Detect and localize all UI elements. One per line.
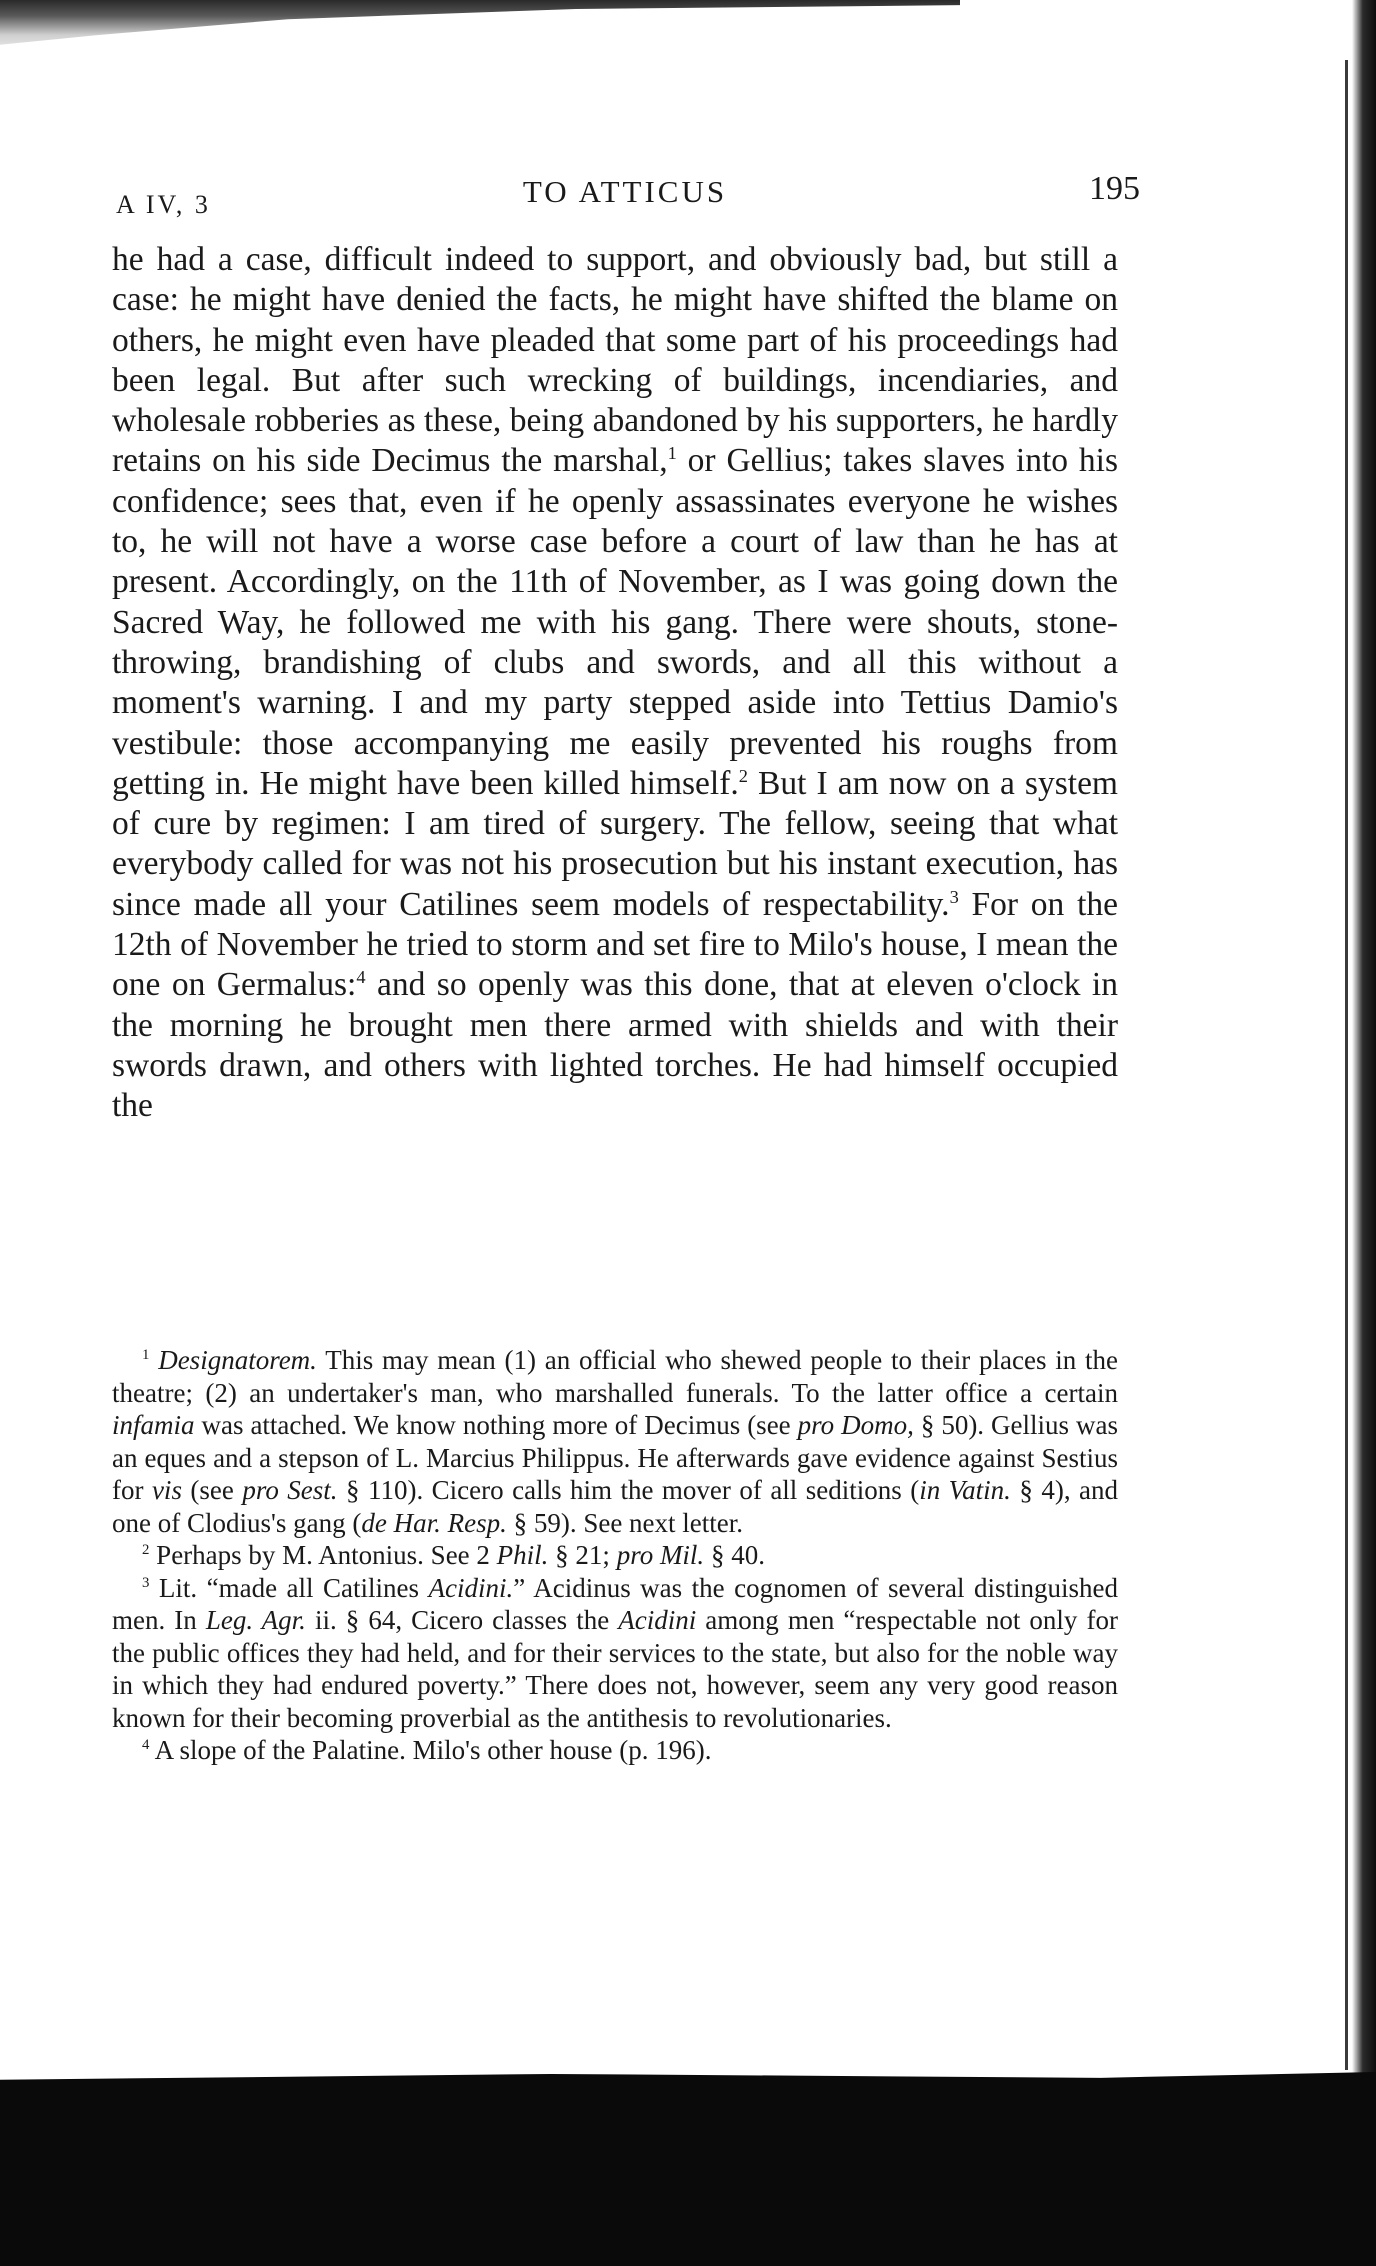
footnote-2 (112, 1539, 1118, 1572)
footnote-italic: Leg. Agr. (205, 1605, 306, 1635)
footnote-number: 2 (142, 1542, 150, 1558)
footnote-text: § 59). See next letter. (506, 1507, 744, 1538)
footnote-italic: pro Domo, (797, 1410, 914, 1440)
footnote-3 (112, 1572, 1118, 1735)
footnote-number: 1 (142, 1347, 150, 1363)
footnote-text: (see (181, 1475, 243, 1505)
footnote-italic: pro Mil. (616, 1540, 705, 1570)
scan-shadow-bottom (0, 2072, 1376, 2266)
footnote-number: 4 (142, 1737, 150, 1753)
body-text-segment: or Gellius; takes slaves into his confidence; sees that, even if he openly assassinates everyone he wishes to, he will not have a worse case before a court of law than he has at present. Accordingly, on the 11th of November, as I was going down the Sacred Way, he followed me with his gang. There were shouts, stone-throwing, brandishing of clubs and swords, and all this without a moment's warning. I and my party stepped aside into Tettius Damio's vestibule: those accompanying me easily prevented his roughs from getting in. He might have been killed himself. (112, 442, 1118, 802)
body-text-segment: he had a case, difficult indeed to support, and obviously bad, but still a case: he might have denied the facts, he might have shifted the blame on others, he might even have pleaded that some part of his proceedings had been legal. But after such wrecking of buildings, incendiaries, and wholesale robberies as these, being abandoned by his supporters, he hardly retains on his side Decimus the marshal, (112, 241, 1118, 480)
main-text (112, 240, 1118, 1127)
footnote-ref-2[interactable]: 2 (738, 765, 748, 786)
footnote-text: was attached. We know nothing more of Decimus (see (194, 1410, 798, 1440)
body-text-segment: But I am now on a system of cure by regimen: I am tired of surgery. The fellow, seeing that what everybody called for was not his prosecution but his instant execution, has since made all your Catilines seem models of respectability. (112, 764, 1118, 923)
footnote-text: Lit. “made all Catilines (149, 1572, 429, 1603)
running-title: TO ATTICUS (522, 174, 728, 209)
footnote-text: § 40. (704, 1540, 765, 1570)
footnote-text: § 110). Cicero calls him the mover of all seditions ( (337, 1475, 920, 1505)
page-gutter-line (1345, 60, 1348, 2070)
footnote-text: ” Acidinus was the cognomen of several distinguished men. In (112, 1572, 1118, 1635)
footnote-italic: in Vatin. (919, 1475, 1011, 1505)
footnote-text: A slope of the Palatine. Milo's other house (p. 196). (149, 1735, 712, 1765)
footnote-italic: Designatorem. (158, 1345, 317, 1375)
footnote-italic: de Har. Resp. (361, 1507, 507, 1538)
body-paragraph (112, 240, 1118, 1127)
footnote-text: Perhaps by M. Antonius. See 2 (149, 1540, 497, 1570)
footnote-text: § 50). Gellius was an eques and a stepson of L. Marcius Philippus. He afterwards gave evidence against Sestius for (112, 1410, 1118, 1505)
footnote-number: 3 (142, 1574, 150, 1591)
footnote-italic: Acidini (618, 1605, 697, 1635)
footnote-italic: vis (151, 1475, 182, 1505)
footnote-ref-3[interactable]: 3 (949, 886, 959, 907)
body-text-segment: For on the 12th of November he tried to storm and set fire to Milo's house, I mean the one on Germalus: (112, 885, 1118, 1004)
footnote-italic: pro Sest. (242, 1475, 338, 1505)
footnote-4 (112, 1734, 1118, 1767)
page-number: 195 (1089, 170, 1140, 207)
footnote-ref-1[interactable]: 1 (667, 443, 677, 464)
footnote-italic: Phil. (496, 1540, 549, 1570)
footnote-text: among men “respectable not only for the public offices they had held, and for their services to the state, but also for the noble way in which they had endured poverty.” There does not, however, seem any very good reason known for their becoming proverbial as the antithesis to revolutionaries. (112, 1605, 1118, 1733)
footnotes (112, 1344, 1118, 1767)
footnote-italic: infamia (112, 1410, 195, 1440)
scan-shadow-top (0, 0, 960, 64)
footnote-ref-4[interactable]: 4 (356, 967, 366, 988)
footnote-text: § 4), and one of Clodius's gang ( (112, 1475, 1119, 1538)
footnote-text: § 21; (548, 1540, 617, 1570)
footnote-text: This may mean (1) an official who shewed people to their places in the theatre; (2) an undertaker's man, who marshalled funerals. To the latter office a certain (112, 1345, 1118, 1408)
scan-shadow-right (1352, 0, 1376, 2266)
footnote-1 (112, 1344, 1118, 1539)
footnote-italic: Acidini. (428, 1572, 514, 1603)
body-text-segment: and so openly was this done, that at eleven o'clock in the morning he brought men there armed with shields and with their swords drawn, and others with lighted torches. He had himself occupied the (112, 966, 1118, 1125)
footnote-text: ii. § 64, Cicero classes the (305, 1605, 619, 1635)
signature-mark: A IV, 3 (116, 190, 211, 219)
running-header (110, 168, 1140, 228)
